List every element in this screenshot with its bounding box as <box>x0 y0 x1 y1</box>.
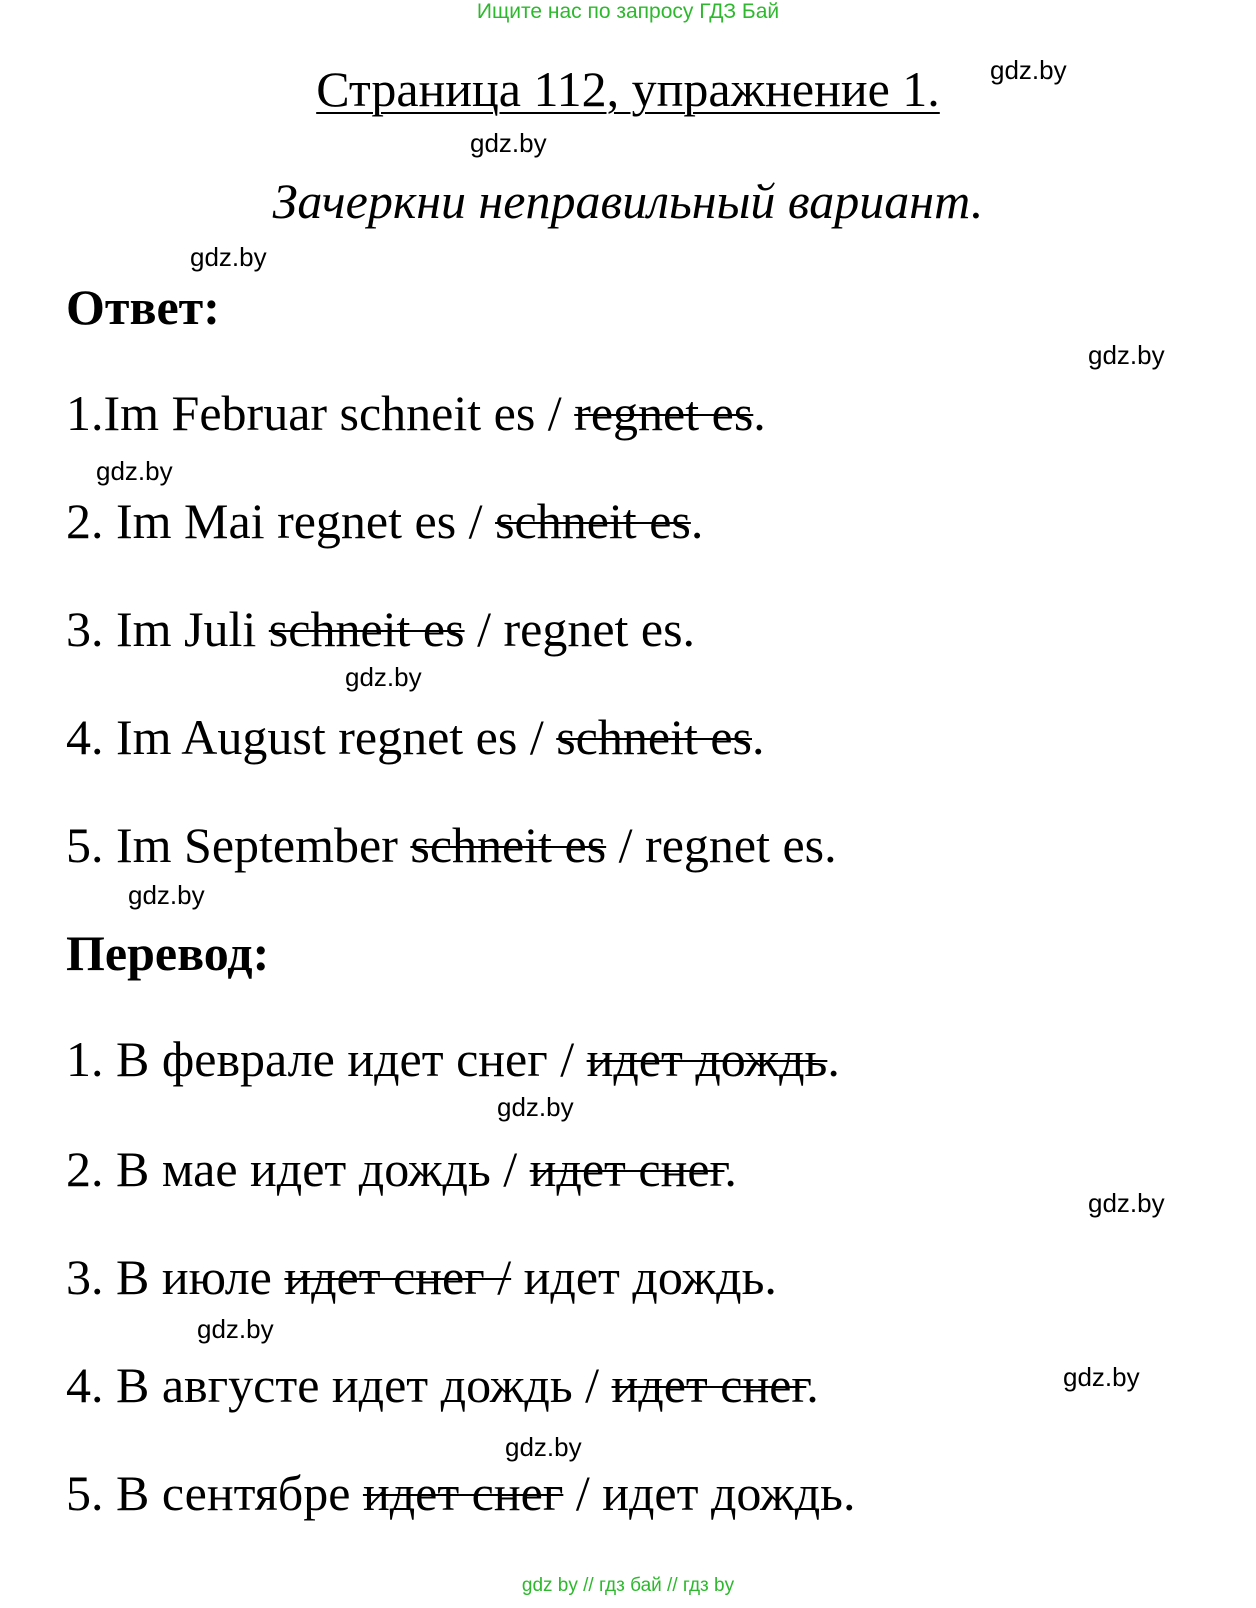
translation-3-end: идет дождь. <box>511 1249 777 1305</box>
watermark: gdz.by <box>470 128 547 158</box>
answer-line-1 <box>66 384 766 442</box>
task-instruction: Зачеркни неправильный вариант. <box>272 173 984 229</box>
answer-heading: Ответ: <box>66 279 220 335</box>
watermark: gdz.by <box>1088 1188 1165 1218</box>
watermark: gdz.by <box>96 456 173 486</box>
translation-1-struck: идет дождь <box>586 1031 828 1087</box>
watermark: gdz.by <box>990 55 1067 85</box>
watermark: gdz.by <box>497 1092 574 1122</box>
answer-2-struck: schneit es <box>495 493 691 549</box>
translation-3-text: 3. В июле <box>66 1249 285 1305</box>
answer-line-2 <box>66 492 703 550</box>
translation-line-2 <box>66 1140 737 1198</box>
answer-line-3 <box>66 600 695 658</box>
answer-1-struck: regnet es <box>574 385 754 441</box>
translation-4-end: . <box>806 1357 819 1413</box>
top-banner[interactable]: Ищите нас по запросу ГДЗ Бай <box>476 0 780 23</box>
answer-4-text: 4. Im August regnet es / <box>66 709 557 765</box>
watermark: gdz.by <box>1088 340 1165 370</box>
answer-4-end: . <box>752 709 765 765</box>
watermark: gdz.by <box>505 1432 582 1462</box>
translation-2-struck: идет снег <box>529 1141 725 1197</box>
answer-4-struck: schneit es <box>556 709 752 765</box>
translation-line-4 <box>66 1356 819 1414</box>
translation-heading: Перевод: <box>66 925 270 981</box>
translation-4-text: 4. В августе идет дождь / <box>66 1357 612 1413</box>
answer-2-text: 2. Im Mai regnet es / <box>66 493 496 549</box>
translation-2-end: . <box>724 1141 737 1197</box>
answer-2-end: . <box>690 493 704 549</box>
watermark: gdz.by <box>190 242 267 272</box>
answer-line-4 <box>66 708 765 766</box>
footer-links[interactable]: gdz by // гдз бай // гдз by <box>521 1575 735 1596</box>
translation-5-struck: идет снег <box>362 1465 564 1521</box>
answer-5-struck: schneit es <box>410 817 607 873</box>
answer-1-end: . <box>753 385 766 441</box>
watermark: gdz.by <box>345 662 422 692</box>
watermark: gdz.by <box>197 1314 274 1344</box>
answer-3-end: / regnet es. <box>464 601 696 657</box>
watermark: gdz.by <box>128 880 205 910</box>
translation-line-1 <box>66 1030 840 1088</box>
translation-line-5 <box>66 1464 855 1522</box>
page-title <box>0 60 1256 118</box>
translation-5-text: 5. В сентябре <box>66 1465 363 1521</box>
translation-1-text: 1. В феврале идет снег / <box>66 1031 587 1087</box>
watermark: gdz.by <box>1063 1362 1140 1392</box>
answer-1-text: 1.Im Februar schneit es / <box>66 385 575 441</box>
answer-5-end: / regnet es. <box>606 817 837 873</box>
translation-line-3 <box>66 1248 777 1306</box>
page-title-text: Страница 112, упражнение 1. <box>316 61 940 117</box>
translation-5-end: / идет дождь. <box>563 1465 856 1521</box>
answer-line-5 <box>66 816 837 874</box>
answer-3-struck: schneit es <box>268 601 465 657</box>
translation-3-struck: идет снег / <box>284 1249 512 1305</box>
answer-5-text: 5. Im September <box>66 817 411 873</box>
translation-4-struck: идет снег <box>611 1357 807 1413</box>
translation-2-text: 2. В мае идет дождь / <box>66 1141 530 1197</box>
answer-3-text: 3. Im Juli <box>66 601 269 657</box>
translation-1-end: . <box>827 1031 840 1087</box>
